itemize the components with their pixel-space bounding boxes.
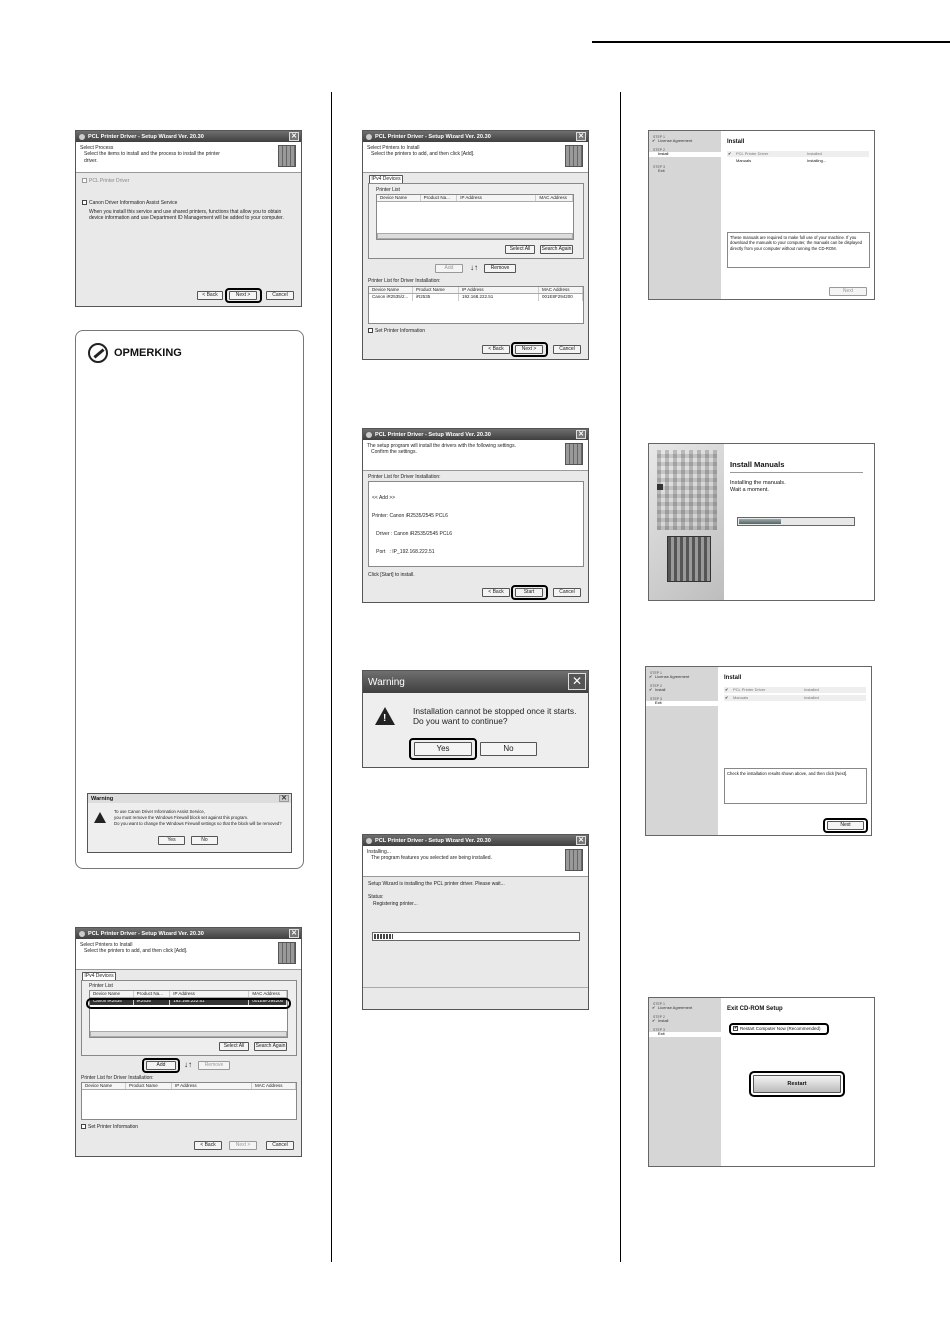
close-icon[interactable]: ✕ [576, 430, 586, 439]
warning-line-1: Installation cannot be stopped once it starts. [413, 706, 577, 716]
app-icon [79, 931, 85, 937]
warning-line-2: you must remove the Windows Firewall block set against this program. [114, 815, 249, 820]
step-item-install: ✔ Install [649, 687, 666, 693]
panel-title: Install [724, 675, 742, 681]
col-product-name[interactable]: Product Na... [134, 991, 171, 997]
header-subtitle: Confirm the settings. [371, 449, 417, 456]
tab-ipv4-devices[interactable]: IPv4 Devices [82, 972, 116, 981]
install-panel-in-progress [648, 130, 875, 300]
step-label: STEP 2 [650, 683, 662, 688]
next-button-highlight [225, 288, 262, 303]
step-item-exit: Exit [646, 701, 718, 706]
status-value: Registering printer... [373, 901, 418, 907]
select-all-button[interactable]: Select All [505, 245, 535, 254]
step-label: STEP 1 [653, 135, 665, 139]
option-pcl-driver[interactable]: PCL Printer Driver [82, 178, 129, 184]
title-bar [76, 131, 301, 142]
close-icon[interactable]: ✕ [568, 673, 586, 690]
checkmark-icon: ✔ [652, 1018, 656, 1024]
column-divider-right [620, 92, 621, 1262]
next-button[interactable]: Next [829, 287, 867, 296]
step-label: STEP 2 [653, 1014, 665, 1019]
canon-cube-icon [278, 145, 296, 167]
step-label: STEP 1 [650, 671, 662, 675]
footer-instruction: Click [Start] to install. [368, 572, 415, 578]
yes-button[interactable]: Yes [158, 836, 185, 845]
table-row[interactable]: Canon iR2535/2... iR2535 192.168.222.51 001E8F294200 [369, 294, 583, 301]
title-bar [76, 928, 301, 939]
splash-line-2: Wait a moment. [730, 487, 769, 493]
header-title: Select Printers to Install [80, 942, 133, 948]
manuals-progress-bar [737, 517, 855, 526]
note-box [75, 330, 304, 869]
note-title: OPMERKING [114, 347, 182, 359]
next-button[interactable]: Next [827, 821, 864, 830]
install-manuals-splash [648, 443, 875, 601]
warning-line-3: Do you want to change the Windows Firewall settings so that the block will be removed? [114, 821, 282, 826]
step-item-exit: Exit [658, 168, 665, 174]
decorative-cubes-image [649, 444, 724, 601]
wizard-header [76, 142, 301, 173]
window-title: PCL Printer Driver - Setup Wizard Ver. 20.30 [375, 133, 491, 140]
splash-title-rule [730, 472, 863, 473]
col-ip-address[interactable]: IP Address [459, 287, 539, 293]
col-mac-address[interactable]: MAC Address [536, 195, 573, 201]
add-button[interactable]: Add [146, 1061, 176, 1070]
step-item-license-agreement: ✔ License Agreement [652, 138, 693, 144]
tab-ipv4-devices[interactable]: IPv4 Devices [369, 175, 403, 184]
settings-line: << Add >> [372, 495, 396, 501]
step-item-exit: Exit [649, 1032, 721, 1037]
col-mac-address[interactable]: MAC Address [539, 287, 583, 293]
next-button-highlight [511, 342, 548, 357]
warning-icon [94, 812, 106, 823]
move-arrows-icon: ↓↑ [470, 263, 478, 272]
warning-title: Warning [368, 676, 405, 688]
install-message: Setup Wizard is installing the PCL printer driver. Please wait... [368, 881, 505, 887]
close-icon[interactable]: ✕ [576, 132, 586, 141]
col-product-name[interactable]: Product Na... [421, 195, 458, 201]
exit-setup-panel [648, 997, 875, 1167]
app-icon [366, 432, 372, 438]
cancel-button[interactable]: Cancel [553, 345, 581, 354]
window-title: PCL Printer Driver - Setup Wizard Ver. 20.30 [375, 837, 491, 844]
cancel-button[interactable]: Cancel [266, 1141, 294, 1150]
search-again-button[interactable]: Search Again [255, 1043, 286, 1049]
footer-divider [363, 987, 589, 988]
col-ip-address[interactable]: IP Address [172, 1083, 252, 1089]
warning-dialog [362, 670, 589, 768]
driver-list-label: Printer List for Driver Installation: [81, 1075, 154, 1081]
close-icon[interactable]: ✕ [279, 795, 289, 802]
col-product-name[interactable]: Product Name [126, 1083, 172, 1089]
next-button[interactable]: Next > [229, 291, 257, 300]
search-again-button[interactable]: Search Again [541, 246, 572, 252]
restart-now-checkbox[interactable]: ✔ Restart Computer Now (Recommended) [734, 1025, 821, 1032]
col-mac-address[interactable]: MAC Address [249, 991, 287, 997]
title-bar [363, 131, 588, 142]
col-device-name[interactable]: Device Name [82, 1083, 126, 1089]
set-printer-info-checkbox[interactable]: Set Printer Information [81, 1124, 138, 1130]
next-button[interactable]: Next > [515, 345, 543, 354]
checkmark-icon: ✔ [652, 1005, 656, 1011]
restart-checkbox-highlight [729, 1023, 829, 1035]
header-title: Select Process [80, 145, 114, 151]
installing-window [362, 834, 589, 1010]
wizard-step-sidebar [649, 131, 721, 299]
pencil-icon [88, 343, 108, 363]
title-bar [363, 429, 588, 440]
table-row-selected[interactable]: Canon iR2535 iR2535 192.168.222.51 001E8F294200 [90, 998, 287, 1005]
col-ip-address[interactable]: IP Address [457, 195, 536, 201]
header-title: The setup program will install the drivers with the following settings. [367, 443, 516, 449]
app-icon [79, 134, 85, 140]
move-arrows-icon: ↓↑ [184, 1060, 192, 1069]
settings-line: Driver : Canon iR2535/2545 PCL6 [372, 531, 453, 537]
step-label: STEP 3 [653, 1027, 665, 1032]
step-label: STEP 1 [653, 1002, 665, 1006]
header-title: Installing... [367, 849, 391, 855]
window-title: PCL Printer Driver - Setup Wizard Ver. 20.30 [375, 431, 491, 438]
next-button[interactable]: Next > [229, 1141, 257, 1150]
checkmark-icon: ✔ [649, 674, 653, 680]
canon-cube-icon [278, 942, 296, 964]
header-title: Select Printers to Install [367, 145, 420, 151]
confirm-settings-window [362, 428, 589, 603]
close-icon[interactable]: ✕ [576, 836, 586, 845]
warning-title-bar: Warning ✕ [88, 794, 291, 803]
wizard-header [76, 939, 301, 970]
checkmark-icon: ✔ [652, 138, 656, 144]
select-all-button[interactable]: Select All [219, 1042, 249, 1051]
set-printer-info-checkbox[interactable]: Set Printer Information [368, 328, 425, 334]
yes-button[interactable]: Yes [414, 742, 472, 756]
col-ip-address[interactable]: IP Address [170, 991, 249, 997]
step-item-license-agreement: ✔ License Agreement [652, 1005, 693, 1011]
printer-list-label: Printer List [89, 983, 113, 989]
title-bar [363, 671, 588, 693]
header-subtitle: The program features you selected are being installed. [371, 855, 492, 862]
canon-cube-icon [565, 145, 583, 167]
close-icon[interactable]: ✕ [289, 929, 299, 938]
col-device-name[interactable]: Device Name [369, 287, 413, 293]
add-button[interactable]: Add [435, 264, 463, 273]
settings-list-box [368, 481, 584, 567]
status-label: Status: [368, 894, 384, 900]
warning-line-1: To use Canon Driver Information Assist Service, [114, 809, 205, 814]
header-subtitle: Select the printers to add, and then click [Add]. [371, 151, 475, 158]
settings-list-label: Printer List for Driver Installation: [368, 474, 441, 480]
printer-list-label: Printer List [376, 187, 400, 193]
canon-cube-icon [565, 443, 583, 465]
warning-line-2: Do you want to continue? [413, 716, 508, 726]
install-progress-bar [372, 932, 580, 941]
install-panel-complete [645, 666, 872, 836]
step-label: STEP 3 [650, 696, 662, 701]
panel-title: Exit CD-ROM Setup [727, 1006, 783, 1012]
item-row: ✔ Manuals Installed [724, 695, 866, 701]
column-divider-left [331, 92, 332, 1262]
start-button-highlight [511, 585, 548, 600]
step-label: STEP 2 [653, 147, 665, 152]
back-button[interactable]: < Back [482, 345, 510, 354]
close-icon[interactable]: ✕ [289, 132, 299, 141]
window-title: PCL Printer Driver - Setup Wizard Ver. 20.30 [88, 133, 204, 140]
item-row: Manuals Installing... [736, 158, 827, 163]
driver-list-table [81, 1082, 297, 1120]
col-mac-address[interactable]: MAC Address [252, 1083, 296, 1089]
no-button[interactable]: No [191, 836, 218, 845]
wizard-header [363, 440, 588, 471]
horizontal-scrollbar[interactable] [90, 1031, 287, 1037]
back-button[interactable]: < Back [197, 291, 223, 300]
wizard-header [363, 142, 588, 173]
restart-button-highlight [749, 1071, 845, 1097]
back-button[interactable]: < Back [482, 588, 510, 597]
warning-icon-mark: ! [383, 713, 387, 724]
message-box: These manuals are required to make full use of your machine. If you download the manuals to your computer, the manuals can be displayed directly from your computer without running the CD-ROM. [727, 232, 870, 268]
app-icon [366, 838, 372, 844]
wizard-step-sidebar [646, 667, 718, 835]
select-process-window [75, 130, 302, 307]
message-box: Check the installation results shown above, and then click [Next]. [724, 768, 867, 804]
wizard-header [363, 846, 588, 877]
next-button-highlight [823, 818, 868, 833]
splash-line-1: Installing the manuals. [730, 480, 786, 486]
restart-button[interactable]: Restart [753, 1075, 841, 1093]
selected-row-highlight [86, 998, 291, 1009]
select-printers-window-add [75, 927, 302, 1157]
cancel-button[interactable]: Cancel [553, 588, 581, 597]
back-button[interactable]: < Back [194, 1141, 222, 1150]
header-subtitle: Select the items to install and the process to install the printer driver. [84, 151, 220, 164]
item-row: ✔ PCL Printer Driver Installed [724, 687, 866, 693]
firewall-warning-dialog [87, 793, 292, 853]
panel-title: Install [727, 139, 745, 145]
horizontal-scrollbar[interactable] [377, 233, 573, 239]
yes-button-highlight [409, 738, 477, 760]
select-printers-window-next [362, 130, 589, 360]
step-item-license-agreement: ✔ License Agreement [649, 674, 690, 680]
title-bar [363, 835, 588, 846]
wizard-step-sidebar [649, 998, 721, 1166]
step-item-install: ✔ Install [652, 1018, 669, 1024]
splash-title: Install Manuals [730, 460, 785, 469]
header-subtitle: Select the printers to add, and then click [Add]. [84, 948, 188, 955]
start-button[interactable]: Start [515, 588, 543, 597]
step-item-install: Install [649, 152, 721, 157]
step-label: STEP 3 [653, 164, 665, 169]
window-title: PCL Printer Driver - Setup Wizard Ver. 20.30 [88, 930, 204, 937]
checkmark-icon: ✔ [649, 687, 653, 693]
driver-list-table [368, 286, 584, 324]
col-device-name[interactable]: Device Name [377, 195, 421, 201]
canon-cube-icon [565, 849, 583, 871]
col-product-name[interactable]: Product Name [413, 287, 459, 293]
driver-list-label: Printer List for Driver Installation: [368, 278, 441, 284]
item-row: ✔ PCL Printer Driver Installed [727, 151, 869, 157]
cancel-button[interactable]: Cancel [266, 291, 294, 300]
col-device-name[interactable]: Device Name [90, 991, 134, 997]
option-assist-service[interactable]: Canon Driver Information Assist Service [82, 200, 177, 206]
app-icon [366, 134, 372, 140]
header-rule [592, 41, 950, 43]
no-button[interactable]: No [480, 742, 537, 756]
add-button-highlight [142, 1058, 180, 1073]
assist-service-description: When you install this service and use shared printers, functions that allow you to obtain device information and use Department ID Management will be added to your computer. [89, 209, 284, 222]
remove-button[interactable]: Remove [484, 264, 516, 273]
remove-button[interactable]: Remove [198, 1061, 230, 1070]
settings-line: Printer: Canon iR2535/2545 PCL6 [372, 513, 448, 519]
settings-line: Port : IP_192.168.222.51 [372, 549, 435, 555]
